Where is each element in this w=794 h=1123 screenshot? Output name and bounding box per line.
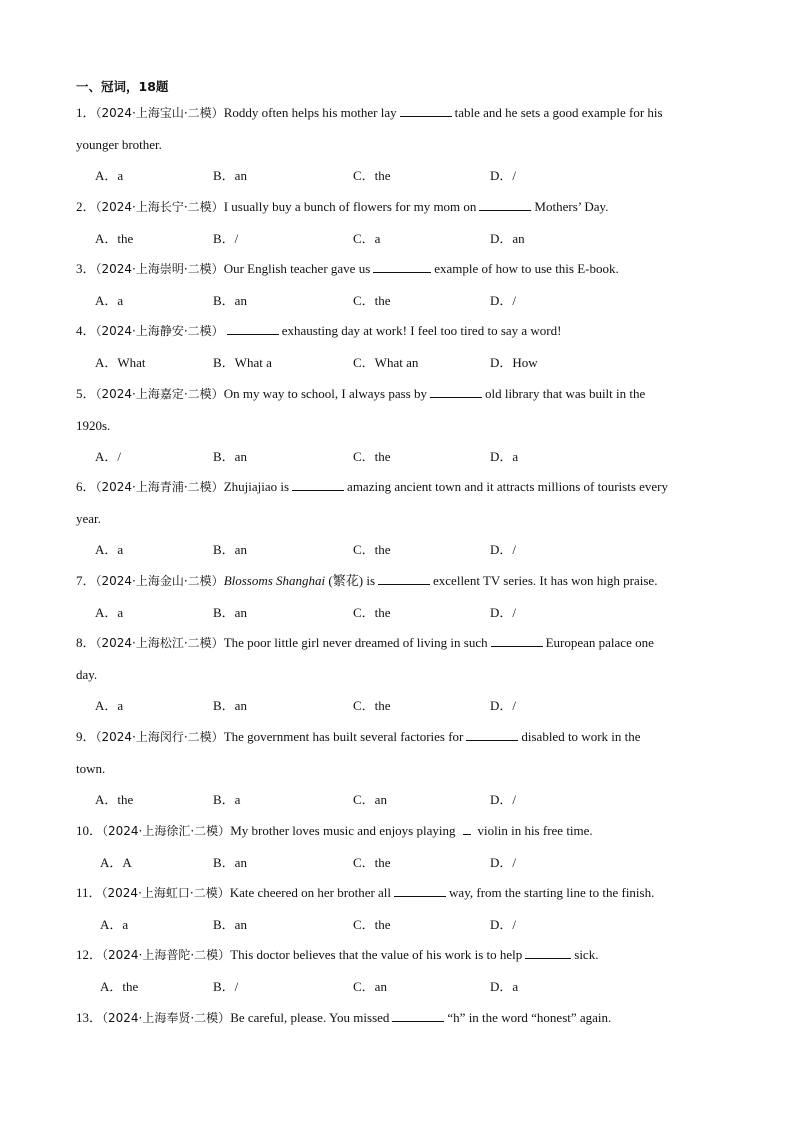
answer-blank[interactable]	[491, 634, 543, 647]
option-a[interactable]: A．the	[95, 792, 134, 807]
option-b[interactable]: B．an	[213, 542, 247, 557]
question-stem	[76, 877, 726, 909]
question-source: （2024·上海徐汇·二模）	[102, 824, 231, 838]
option-c[interactable]: C．an	[353, 792, 387, 807]
stem-text: disabled to work in the	[521, 729, 641, 744]
option-d[interactable]: D．/	[490, 293, 517, 308]
answer-blank[interactable]	[394, 884, 446, 897]
question-12	[76, 939, 726, 1002]
stem-text: Be careful, please. You missed	[230, 1010, 390, 1025]
option-c[interactable]: C．the	[353, 449, 391, 464]
stem-text: The poor little girl never dreamed of living in such	[223, 635, 488, 650]
stem-text: amazing ancient town and it attracts millions of tourists every	[347, 479, 668, 494]
question-6	[76, 471, 726, 565]
option-b[interactable]: B．an	[213, 449, 247, 464]
question-stem	[76, 471, 726, 503]
option-d[interactable]: D．How	[490, 355, 538, 370]
answer-blank[interactable]	[466, 728, 518, 741]
option-c[interactable]: C．a	[353, 231, 381, 246]
stem-text: table and he sets a good example for his	[454, 105, 663, 120]
question-number: 8．	[76, 635, 96, 650]
question-source: （2024·上海静安·二模）	[95, 324, 224, 338]
options-row	[76, 971, 726, 1002]
options-row	[76, 285, 726, 316]
stem-text: exhausting day at work! I feel too tired to say a word!	[281, 323, 562, 338]
stem-text: Our English teacher gave us	[223, 261, 371, 276]
stem-text: European palace one	[545, 635, 654, 650]
question-stem	[76, 315, 726, 347]
answer-blank[interactable]	[392, 1009, 444, 1022]
question-number: 9．	[76, 729, 96, 744]
option-c[interactable]: C．the	[353, 855, 391, 870]
answer-blank[interactable]	[378, 572, 430, 585]
question-stem	[76, 721, 726, 753]
question-source: （2024·上海青浦·二模）	[95, 480, 224, 494]
question-source: （2024·上海嘉定·二模）	[95, 387, 224, 401]
option-a[interactable]: A．a	[95, 542, 124, 557]
question-stem	[76, 191, 726, 223]
answer-blank[interactable]	[525, 946, 571, 959]
question-stem	[76, 627, 726, 659]
stem-text: I usually buy a bunch of flowers for my mom on	[223, 199, 477, 214]
option-b[interactable]: B．an	[213, 855, 247, 870]
answer-blank[interactable]	[292, 478, 344, 491]
stem-text: Roddy often helps his mother lay	[223, 105, 397, 120]
stem-text: old library that was built in the	[484, 386, 646, 401]
option-c[interactable]: C．the	[353, 605, 391, 620]
stem-text: Kate cheered on her brother all	[229, 885, 392, 900]
question-number: 6．	[76, 479, 96, 494]
option-a[interactable]: A．A	[100, 855, 132, 870]
question-number: 3．	[76, 261, 96, 276]
question-number: 10．	[76, 823, 103, 838]
options-row	[76, 223, 726, 254]
option-d[interactable]: D．/	[490, 792, 517, 807]
answer-blank[interactable]	[463, 822, 471, 835]
section-title: 一、冠词，18题	[76, 79, 169, 94]
question-source: （2024·上海普陀·二模）	[102, 948, 231, 962]
options-row	[76, 597, 726, 628]
option-d[interactable]: D．/	[490, 605, 517, 620]
option-c[interactable]: C．the	[353, 168, 391, 183]
option-b[interactable]: B．What a	[213, 355, 272, 370]
question-4	[76, 315, 726, 378]
option-b[interactable]: B．/	[213, 231, 239, 246]
question-number: 13．	[76, 1010, 103, 1025]
question-7	[76, 565, 726, 628]
stem-continuation: town.	[76, 761, 106, 776]
options-row	[76, 784, 726, 815]
question-13	[76, 1002, 726, 1034]
question-1	[76, 97, 726, 191]
option-b[interactable]: B．an	[213, 168, 247, 183]
question-source: （2024·上海宝山·二模）	[95, 106, 224, 120]
option-d[interactable]: D．/	[490, 917, 517, 932]
question-stem	[76, 939, 726, 971]
option-b[interactable]: B．an	[213, 605, 247, 620]
question-11	[76, 877, 726, 940]
option-c[interactable]: C．the	[353, 542, 391, 557]
option-b[interactable]: B．an	[213, 698, 247, 713]
option-d[interactable]: D．a	[490, 979, 519, 994]
option-c[interactable]: C．the	[353, 698, 391, 713]
answer-blank[interactable]	[227, 322, 279, 335]
question-number: 12．	[76, 947, 103, 962]
question-source: （2024·上海闵行·二模）	[95, 730, 224, 744]
question-number: 2．	[76, 199, 96, 214]
question-stem	[76, 1002, 726, 1034]
stem-text: sick.	[574, 947, 599, 962]
options-row	[76, 160, 726, 191]
option-a[interactable]: A．a	[95, 293, 124, 308]
question-number: 7．	[76, 573, 96, 588]
answer-blank[interactable]	[373, 260, 431, 273]
answer-blank[interactable]	[430, 385, 482, 398]
option-a[interactable]: A．a	[95, 698, 124, 713]
question-stem	[76, 565, 726, 597]
option-b[interactable]: B．/	[213, 979, 239, 994]
question-source: （2024·上海虹口·二模）	[101, 886, 230, 900]
option-d[interactable]: D．/	[490, 168, 517, 183]
option-d[interactable]: D．a	[490, 449, 519, 464]
question-source: （2024·上海崇明·二模）	[95, 262, 224, 276]
options-row	[76, 534, 726, 565]
option-c[interactable]: C．the	[353, 293, 391, 308]
option-a[interactable]: A．the	[100, 979, 139, 994]
options-row	[76, 690, 726, 721]
question-2	[76, 191, 726, 254]
option-a[interactable]: A．/	[95, 449, 122, 464]
question-source: （2024·上海长宁·二模）	[95, 200, 224, 214]
question-number: 5．	[76, 386, 96, 401]
stem-text: Zhujiajiao is	[223, 479, 290, 494]
option-c[interactable]: C．an	[353, 979, 387, 994]
option-b[interactable]: B．an	[213, 917, 247, 932]
question-stem	[76, 815, 726, 847]
stem-continuation: year.	[76, 511, 101, 526]
stem-text: “h” in the word “honest” again.	[447, 1010, 612, 1025]
stem-text: example of how to use this E-book.	[434, 261, 619, 276]
question-number: 1．	[76, 105, 96, 120]
stem-text: way, from the starting line to the finish.	[449, 885, 655, 900]
stem-text: (繁花) is	[328, 573, 376, 588]
options-row	[76, 441, 726, 472]
question-source: （2024·上海奉贤·二模）	[102, 1011, 231, 1025]
options-row	[76, 847, 726, 878]
answer-blank[interactable]	[400, 104, 452, 117]
question-stem	[76, 253, 726, 285]
stem-text: Mothers’ Day.	[534, 199, 609, 214]
answer-blank[interactable]	[479, 198, 531, 211]
options-row	[76, 347, 726, 378]
stem-text: This doctor believes that the value of his work is to help	[230, 947, 523, 962]
option-d[interactable]: D．/	[490, 542, 517, 557]
stem-continuation: younger brother.	[76, 137, 162, 152]
stem-continuation: 1920s.	[76, 418, 111, 433]
question-stem	[76, 97, 726, 129]
stem-text: excellent TV series. It has won high praise.	[433, 573, 658, 588]
stem-continuation: day.	[76, 667, 98, 682]
option-d[interactable]: D．/	[490, 855, 517, 870]
question-3	[76, 253, 726, 316]
question-10	[76, 815, 726, 878]
option-a[interactable]: A．the	[95, 231, 134, 246]
title-italic: Blossoms Shanghai	[223, 573, 326, 588]
option-b[interactable]: B．an	[213, 293, 247, 308]
option-d[interactable]: D．an	[490, 231, 525, 246]
options-row	[76, 909, 726, 940]
stem-text: violin in his free time.	[477, 823, 593, 838]
option-a[interactable]: A．a	[100, 917, 129, 932]
option-c[interactable]: C．the	[353, 917, 391, 932]
question-stem	[76, 378, 726, 410]
question-5	[76, 378, 726, 472]
option-d[interactable]: D．/	[490, 698, 517, 713]
question-source: （2024·上海松江·二模）	[95, 636, 224, 650]
option-a[interactable]: A．a	[95, 168, 124, 183]
option-a[interactable]: A．What	[95, 355, 146, 370]
question-number: 11．	[76, 885, 102, 900]
stem-text: On my way to school, I always pass by	[223, 386, 427, 401]
question-9	[76, 721, 726, 815]
option-c[interactable]: C．What an	[353, 355, 419, 370]
stem-text: The government has built several factories for	[223, 729, 464, 744]
stem-text: My brother loves music and enjoys playing	[230, 823, 456, 838]
question-source: （2024·上海金山·二模）	[95, 574, 224, 588]
question-number: 4．	[76, 323, 96, 338]
question-8	[76, 627, 726, 721]
option-b[interactable]: B．a	[213, 792, 241, 807]
option-a[interactable]: A．a	[95, 605, 124, 620]
